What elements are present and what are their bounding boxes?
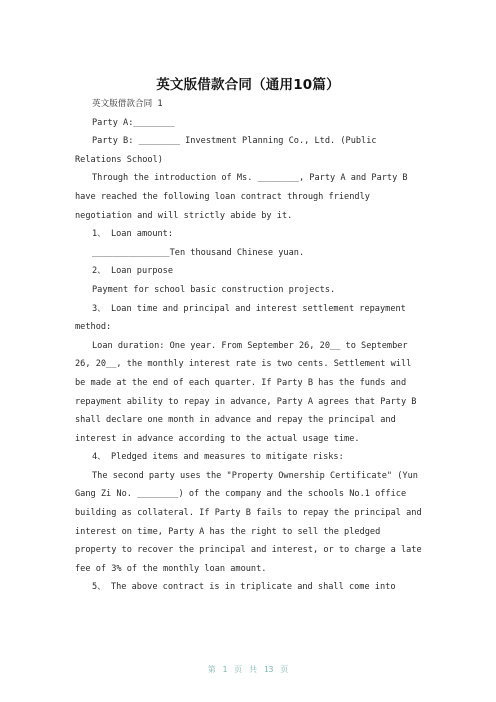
clause-4-heading: 4、 Pledged items and measures to mitigate risks: [92, 452, 344, 463]
clause-4-text: The second party uses the "Property Ownership Certificate" (Yun Gang Zi No. ________) of the company and the schools No.1 office building as collateral. If Party B fails to repay the principal and interest on time, Party A has the right to sell the pledged property to recover the principal and interest, or to charge a late fee of 3% of the monthly loan amount. [75, 470, 422, 574]
clause-1-text: _______________Ten thousand Chinese yuan. [92, 247, 305, 258]
clause-2-text: Payment for school basic construction projects. [92, 284, 336, 295]
clause-3-heading: 3、 Loan time and principal and interest settlement repayment method: [75, 303, 406, 333]
intro-paragraph: Through the introduction of Ms. ________, Party A and Party B have reached the following loan contract through friendly negotiation and will strictly abide by it. [75, 173, 408, 221]
clause-1-heading: 1、 Loan amount: [92, 229, 174, 240]
clause-2-heading: 2、 Loan purpose [92, 266, 174, 277]
party-b-line: Party B: ________ Investment Planning Co., Ltd. (Public Relations School) [75, 136, 377, 165]
party-a-line: Party A:________ [92, 117, 175, 128]
section-heading: 英文版借款合同 1 [92, 99, 163, 109]
clause-3-text: Loan duration: One year. From September 26, 20__ to September 26, 20__, the monthly interest rate is two cents. Settlement will be made at the end of each quarter. If Party B has the funds and repayment ability to repay in advance, Party A agrees that Party B shall declare one month in advance and repay the principal and interest in advance according to the actual usage time. [75, 340, 417, 444]
page-number-footer: 第 1 页 共 13 页 [207, 665, 289, 674]
document-body [75, 95, 425, 597]
clause-5-heading: 5、 The above contract is in triplicate and shall come into [92, 582, 396, 593]
document-title: 英文版借款合同（通用10篇） [156, 77, 340, 93]
